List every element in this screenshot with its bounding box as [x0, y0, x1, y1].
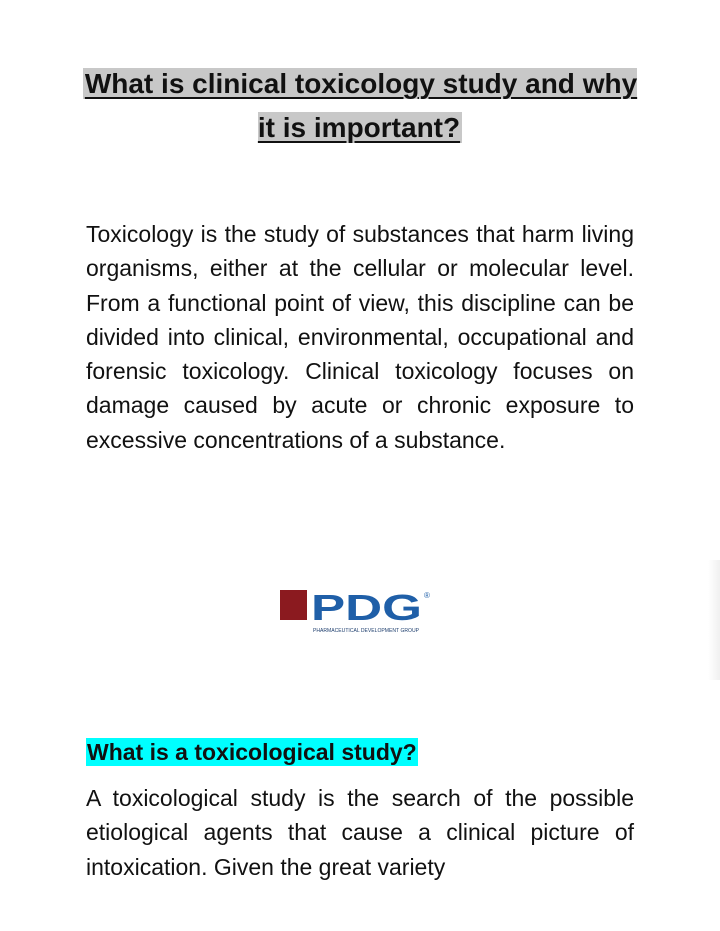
logo-tagline: PHARMACEUTICAL DEVELOPMENT GROUP [313, 628, 420, 634]
section-heading-text: What is a toxicological study? [87, 739, 417, 765]
section-paragraph: A toxicological study is the search of the possible etiological agents that cause a clinical picture of intoxication. Given the great variety [86, 785, 634, 880]
pdg-logo [280, 589, 432, 639]
logo-wordmark: PDG [311, 589, 422, 628]
document-title [80, 62, 640, 150]
logo-registered-mark: ® [424, 591, 430, 600]
section-heading [86, 734, 418, 770]
intro-paragraph: Toxicology is the study of substances that harm living organisms, either at the cellular or molecular level. From a functional point of view, this discipline can be divided into clinical, environmental, occupational and forensic toxicology. Clinical toxicology focuses on damage caused by acute or chronic exposure to excessive concentrations of a substance. [86, 221, 634, 453]
logo-red-square [280, 590, 307, 620]
document-title-text: What is clinical toxicology study and why it is important? [84, 68, 638, 143]
page-edge-shadow [708, 560, 720, 680]
